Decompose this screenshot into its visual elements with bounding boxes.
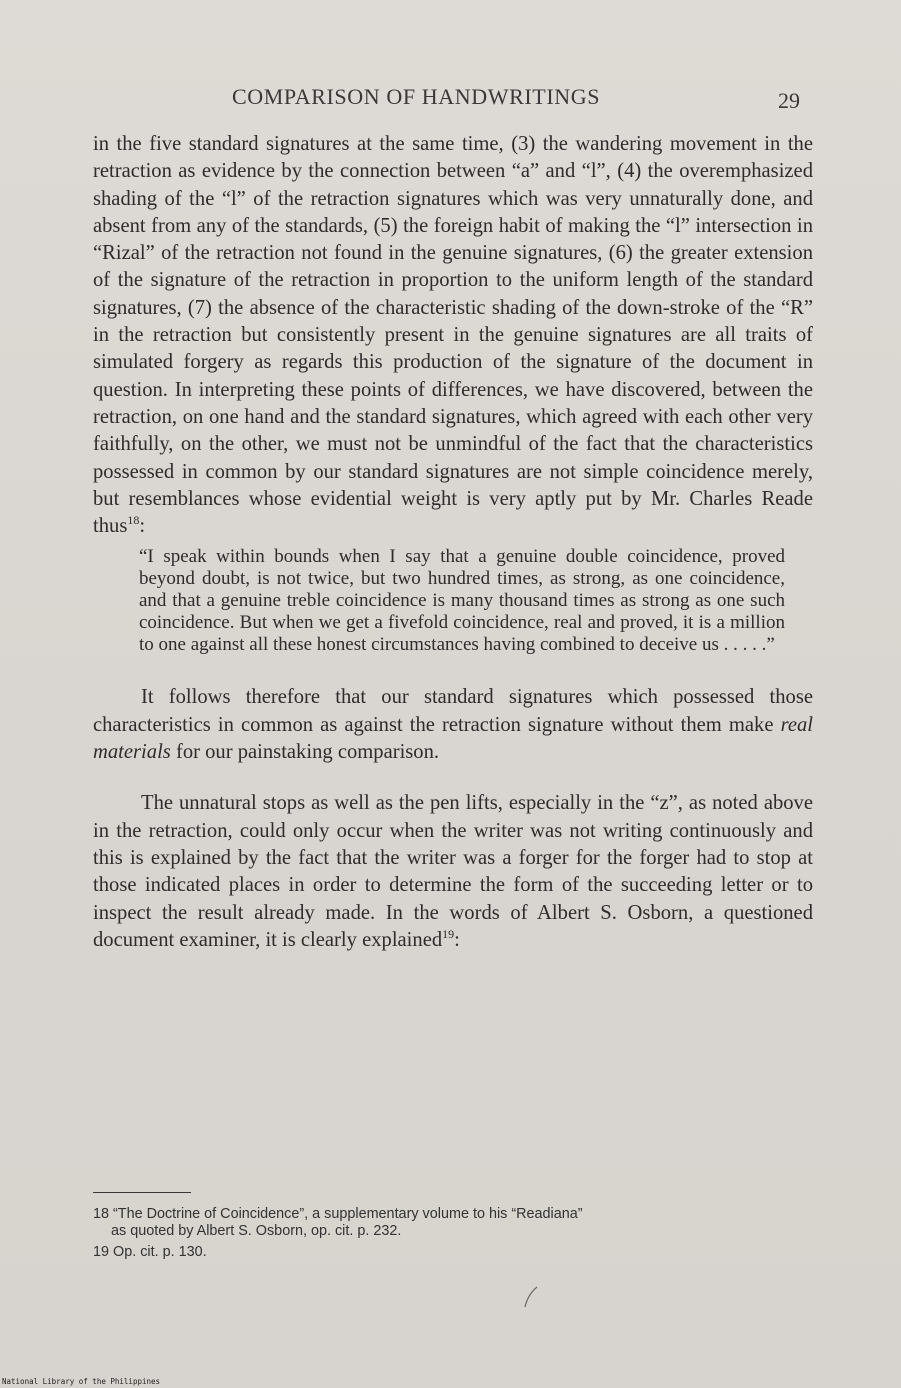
paragraph-3-text: The unnatural stops as well as the pen lifts, especially in the “z”, as noted above in the retraction, could only occur when the writer was not writing continuously and this is explained by the fact that the writer was a forger for the forger had to stop at those indicated places in order to determine the form of the succeeding letter or to inspect the result already made. In the words of Albert S. Osborn, a questioned document examiner, it is clearly explained (93, 792, 813, 951)
footnotes (93, 1206, 813, 1261)
paragraph-2-italic: real materials (93, 713, 813, 764)
paragraph-3 (93, 790, 813, 954)
paragraph-2-end: for our painstaking comparison. (170, 741, 440, 764)
paragraph-1-text: in the five standard signatures at the same time, (3) the wandering movement in the retraction as evidence by the connection between “a” and “l”, (4) the overemphasized shading of the “l” of the retraction signatures which was very unnaturally done, and absent from any of the standards, (5) the foreign habit of making the “l” intersection in “Rizal” of the retraction not found in the genuine signatures, (6) the greater extension of the signature of the retraction in proportion to the uniform length of the standard signatures, (7) the absence of the characteristic shading of the down-stroke of the “R” in the retraction but consistently present in the genuine signatures are all traits of simulated forgery as regards this production of the signature of the document in question. In interpreting these points of differences, we have discovered, between the retraction, on one hand and the standard signatures, which agreed with each other very faithfully, on the other, we must not be unmindful of the fact that the characteristics possessed in common by our standard signatures are not simple coincidence merely, but resemblances whose evidential weight is very aptly put by Mr. Charles Reade thus (93, 133, 813, 538)
library-credit: National Library of the Philippines (2, 1377, 161, 1386)
running-title: COMPARISON OF HANDWRITINGS (232, 84, 601, 109)
block-quote: “I speak within bounds when I say that a genuine double coincidence, proved beyond doubt, is not twice, but two hundred times, as strong, as one coincidence, and that a genuine treble coincidence is many thousand times as strong as one such coincidence. But when we get a fivefold coincidence, real and proved, it is a million to one against all these honest circumstances having combined to deceive us . . . . .” (139, 546, 785, 656)
paragraph-3-end: : (454, 928, 460, 951)
paragraph-1-end: : (139, 515, 146, 538)
footnote-ref-19: 19 (442, 926, 455, 941)
stray-pen-mark (523, 1286, 539, 1308)
paragraph-2 (93, 684, 813, 766)
footnote-ref-18: 18 (127, 513, 140, 528)
footnote-19: 19 Op. cit. p. 130. (93, 1244, 207, 1260)
body-text (93, 131, 813, 954)
paragraph-1 (93, 131, 813, 540)
footnote-18-continued: as quoted by Albert S. Osborn, op. cit. p. 232. (111, 1223, 402, 1239)
paragraph-2-text: It follows therefore that our standard signatures which possessed those characteristics in common as against the retraction signature without them make (93, 686, 813, 736)
page-number: 29 (778, 88, 800, 113)
footnote-divider (93, 1192, 191, 1193)
footnote-18: 18 “The Doctrine of Coincidence”, a supplementary volume to his “Readiana” (93, 1206, 583, 1222)
